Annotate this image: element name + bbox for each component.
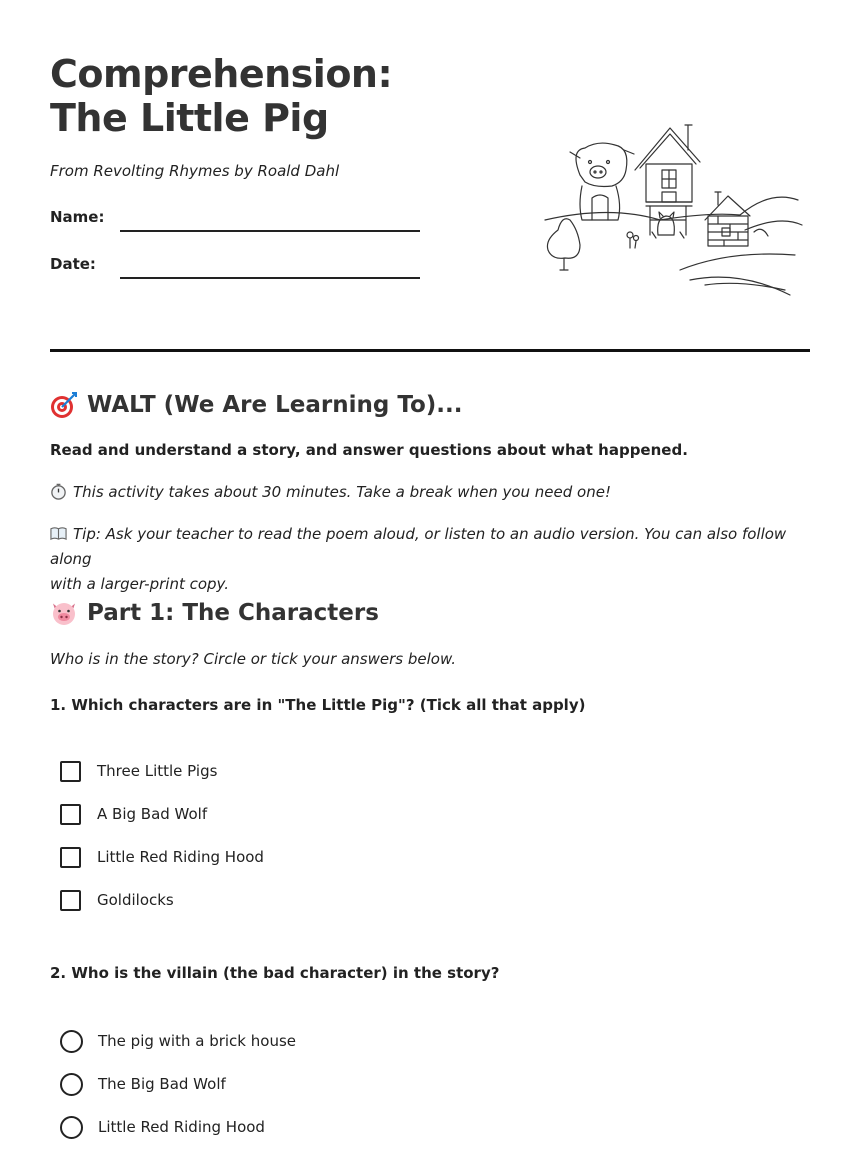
pig-house-illustration (540, 120, 805, 300)
q1-checkbox-2[interactable] (60, 804, 81, 825)
time-note-text: This activity takes about 30 minutes. Take a break when you need one! (73, 483, 611, 501)
q2-option-label: The pig with a brick house (98, 1032, 296, 1050)
part1-instruction: Who is in the story? Circle or tick your answers below. (50, 650, 457, 668)
walt-heading (50, 391, 462, 419)
target-icon (50, 391, 78, 419)
q2-option-label: Little Red Riding Hood (98, 1118, 265, 1136)
time-note (50, 480, 810, 505)
name-label: Name: (50, 208, 105, 226)
q1-option-label: A Big Bad Wolf (97, 805, 208, 823)
q1-option-1[interactable] (60, 758, 217, 784)
question-2: 2. Who is the villain (the bad character) in the story? (50, 964, 500, 982)
date-field[interactable] (50, 255, 420, 285)
q1-option-3[interactable] (60, 844, 264, 870)
book-icon (50, 525, 67, 542)
date-line[interactable] (120, 277, 420, 279)
page-title: Comprehension: The Little Pig (50, 52, 393, 140)
q2-option-label: The Big Bad Wolf (98, 1075, 226, 1093)
q2-radio-2[interactable] (60, 1073, 83, 1096)
part1-heading-text: Part 1: The Characters (87, 600, 379, 626)
walt-objective: Read and understand a story, and answer questions about what happened. (50, 441, 688, 459)
q2-option-1[interactable] (60, 1028, 296, 1054)
q1-option-label: Three Little Pigs (97, 762, 218, 780)
stopwatch-icon (50, 483, 67, 500)
section-divider (50, 349, 810, 352)
tip-line-1: Tip: Ask your teacher to read the poem aloud, or listen to an audio version. You can also follow along (50, 525, 787, 568)
q1-checkbox-4[interactable] (60, 890, 81, 911)
q2-option-2[interactable] (60, 1071, 226, 1097)
q1-option-4[interactable] (60, 887, 174, 913)
date-label: Date: (50, 255, 96, 273)
q2-option-3[interactable] (60, 1114, 265, 1140)
walt-heading-text: WALT (We Are Learning To)... (87, 392, 463, 418)
pig-face-icon (50, 599, 78, 627)
tip-note (50, 522, 810, 597)
q1-checkbox-3[interactable] (60, 847, 81, 868)
part1-heading (50, 599, 379, 627)
q1-option-label: Little Red Riding Hood (97, 848, 264, 866)
q2-radio-1[interactable] (60, 1030, 83, 1053)
q1-option-label: Goldilocks (97, 891, 174, 909)
q1-option-2[interactable] (60, 801, 207, 827)
q2-radio-3[interactable] (60, 1116, 83, 1139)
question-1: 1. Which characters are in "The Little Pig"? (Tick all that apply) (50, 696, 586, 714)
q1-checkbox-1[interactable] (60, 761, 81, 782)
tip-line-2: with a larger-print copy. (50, 575, 230, 593)
name-line[interactable] (120, 230, 420, 232)
name-field[interactable] (50, 208, 420, 238)
subtitle: From Revolting Rhymes by Roald Dahl (50, 162, 340, 180)
